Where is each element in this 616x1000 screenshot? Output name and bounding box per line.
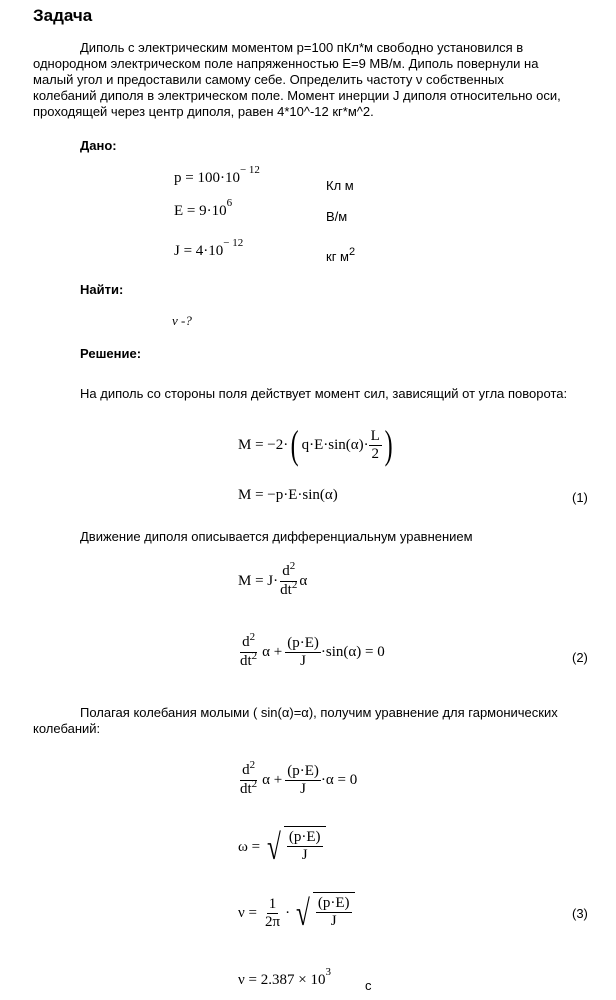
eq-m3-den-exp: 2 xyxy=(291,579,298,591)
eq2-fraction-1 xyxy=(238,631,259,671)
equation-moment-2: M = −p·E·sin(α) xyxy=(238,487,338,503)
given-p-unit: Кл м xyxy=(326,178,354,193)
solution-text-2: Движение диполя описывается дифференциальнум уравнением xyxy=(80,529,473,544)
eq-m3-rhs: α xyxy=(299,573,308,589)
solution-heading: Решение: xyxy=(80,346,142,361)
eq2-frac1-den-base: dt xyxy=(240,653,252,669)
eqh-frac2-numerator: (p·E) xyxy=(287,763,319,779)
eqh-frac2-denominator: J xyxy=(300,781,306,797)
eq-m3-num-base: d xyxy=(282,563,290,579)
eq-m1-denominator: 2 xyxy=(371,445,379,462)
eq-m3-den-base: dt xyxy=(280,582,292,598)
eq-nu-sqrt xyxy=(293,892,354,934)
eqh-frac1-num-exp: 2 xyxy=(249,759,256,771)
given-p-exp: − 12 xyxy=(239,164,260,176)
given-E-lhs: E = 9·10 xyxy=(174,203,227,219)
eq2-frac2-numerator: (p·E) xyxy=(287,635,319,651)
result-unit: c xyxy=(365,978,372,993)
eq2-frac1-num-base: d xyxy=(242,634,250,650)
problem-line-3: малый угол и предоставили самому себе. Определить частоту ν собственных xyxy=(33,72,504,87)
eq-nu-fraction-2 xyxy=(316,895,352,930)
eq-omega-numerator: (p·E) xyxy=(288,829,321,845)
eq2-frac1-denominator xyxy=(238,650,259,671)
given-E xyxy=(174,197,233,220)
given-p xyxy=(174,164,260,187)
eqh-frac1-denominator xyxy=(238,778,259,799)
result-lhs: ν = 2.387 × 10 xyxy=(238,972,326,988)
given-J-lhs: J = 4·10 xyxy=(174,243,224,259)
given-J-unit-exp: 2 xyxy=(348,246,356,258)
solution-text-3-line-1: Полагая колебания молыми ( sin(α)=α), получим уравнение для гармонических xyxy=(80,705,558,720)
eqh-fraction-2 xyxy=(285,763,321,798)
eq2-frac2-denominator: J xyxy=(300,653,306,669)
equation-label-2: (2) xyxy=(572,650,588,665)
eq-omega-denominator: J xyxy=(301,847,308,863)
eq-m1-inner: q·E·sin(α)· xyxy=(301,436,369,453)
eqh-frac1-den-exp: 2 xyxy=(251,778,258,790)
eqh-frac1-num-base: d xyxy=(242,762,250,778)
eq-m3-fraction xyxy=(278,560,299,600)
eqh-fraction-1 xyxy=(238,759,259,799)
given-heading: Дано: xyxy=(80,138,117,153)
result-exp: 3 xyxy=(325,966,331,978)
equation-harmonic xyxy=(238,759,358,799)
eq-nu-fraction-1 xyxy=(263,896,282,931)
eq2-frac1-den-exp: 2 xyxy=(251,650,258,662)
eq-omega-lhs: ω = xyxy=(238,838,261,855)
problem-line-1: Диполь с электрическим моментом р=100 пКл*м свободно установился в xyxy=(80,40,524,55)
given-J-exp: − 12 xyxy=(223,237,244,249)
eq-omega-sqrt xyxy=(264,826,325,868)
equation-nu xyxy=(238,892,355,934)
eqh-rhs: ·α = 0 xyxy=(320,772,358,788)
eq-m1-fraction xyxy=(369,428,382,463)
eq-m1-lhs: M = −2· xyxy=(238,436,289,453)
eq-nu-frac2-denominator: J xyxy=(330,913,337,929)
eq-m3-num-exp: 2 xyxy=(289,560,296,572)
given-p-lhs: p = 100·10 xyxy=(174,170,240,186)
eq-omega-radicand xyxy=(284,826,326,868)
sqrt-icon: √ xyxy=(296,893,310,933)
eq-nu-frac1-numerator: 1 xyxy=(268,895,277,912)
solution-text-1: На диполь со стороны поля действует момент сил, зависящий от угла поворота: xyxy=(80,386,568,401)
eqh-mid: α + xyxy=(262,772,283,788)
given-J-unit xyxy=(326,246,356,264)
equation-moment-3 xyxy=(238,560,308,600)
problem-line-4: колебаний диполя в электрическом поле. Момент инерции J диполя относительно оси, xyxy=(33,88,561,103)
given-E-unit: В/м xyxy=(326,209,348,224)
eq-nu-lhs: ν = xyxy=(238,904,257,921)
equation-label-1: (1) xyxy=(572,490,588,505)
eq-nu-frac1-denominator: 2π xyxy=(265,913,281,930)
find-heading: Найти: xyxy=(80,282,124,297)
eq2-fraction-2 xyxy=(285,635,321,670)
eq-m3-denominator xyxy=(278,579,299,600)
equation-omega xyxy=(238,826,326,868)
eq-nu-radicand xyxy=(313,892,355,934)
find-value: ν -? xyxy=(172,313,192,328)
given-J xyxy=(174,237,244,260)
eq-omega-fraction xyxy=(287,829,323,864)
solution-text-3-line-2: колебаний: xyxy=(33,721,101,736)
equation-label-3: (3) xyxy=(572,906,588,921)
eq2-mid: α + xyxy=(262,644,283,660)
page-title: Задача xyxy=(33,6,93,25)
right-paren: ) xyxy=(384,422,393,467)
problem-line-5: проходящей через центр диполя, равен 4*10^-12 кг*м^2. xyxy=(33,104,374,119)
eq-m1-numerator: L xyxy=(370,427,380,444)
eq-m3-lhs: M = J· xyxy=(238,573,279,589)
eq2-frac1-num-exp: 2 xyxy=(249,631,256,643)
eq-nu-frac2-numerator: (p·E) xyxy=(317,895,350,911)
given-J-unit-text: кг м xyxy=(326,249,349,264)
left-paren: ( xyxy=(290,422,299,467)
given-E-exp: 6 xyxy=(226,197,233,209)
eqh-frac1-den-base: dt xyxy=(240,781,252,797)
equation-moment-1 xyxy=(238,422,395,467)
sqrt-icon: √ xyxy=(267,827,281,867)
result-equation xyxy=(238,966,331,989)
eq2-rhs: ·sin(α) = 0 xyxy=(320,644,385,660)
eq-nu-dot: · xyxy=(285,904,291,921)
equation-2 xyxy=(238,631,385,671)
problem-line-2: однородном электрическом поле напряженностью Е=9 МВ/м. Диполь повернули на xyxy=(33,56,539,71)
